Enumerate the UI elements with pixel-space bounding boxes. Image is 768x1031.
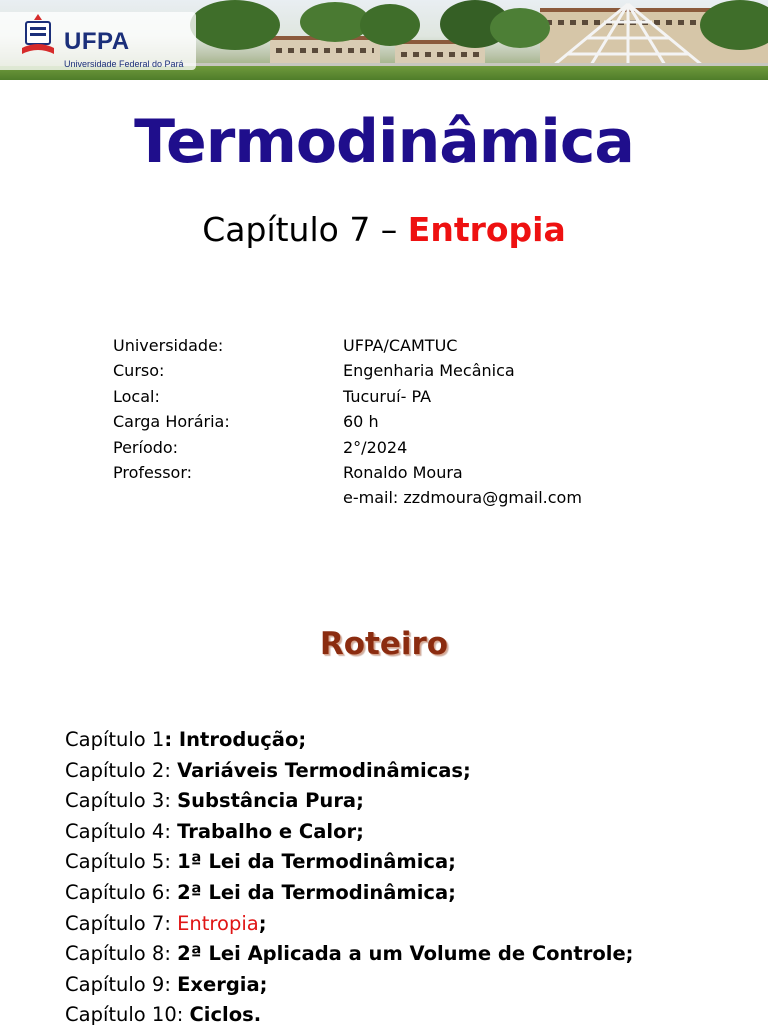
chapter-item bbox=[65, 725, 633, 756]
email-value: e-mail: zzdmoura@gmail.com bbox=[343, 488, 582, 508]
tree bbox=[360, 4, 420, 46]
info-value: Tucuruí- PA bbox=[343, 386, 432, 406]
chapter-item-current bbox=[65, 909, 633, 940]
chapter-prefix: Capítulo 8: bbox=[65, 942, 178, 966]
chapter-title: Trabalho e Calor; bbox=[177, 819, 364, 843]
chapter-item bbox=[65, 786, 633, 817]
ufpa-crest-icon bbox=[18, 12, 58, 60]
tree bbox=[190, 0, 280, 50]
chapter-title: 2ª Lei Aplicada a um Volume de Controle; bbox=[177, 942, 634, 966]
chapter-title: 1ª Lei da Termodinâmica; bbox=[177, 850, 456, 874]
chapter-prefix: Capítulo 4: bbox=[65, 819, 178, 843]
info-row bbox=[113, 435, 582, 460]
info-value: UFPA/CAMTUC bbox=[343, 336, 458, 355]
chapter-item bbox=[65, 970, 633, 1001]
roteiro-heading: Roteiro bbox=[319, 626, 449, 662]
chapter-title-highlight: Entropia bbox=[177, 911, 259, 935]
course-info bbox=[113, 333, 582, 511]
chapter-item bbox=[65, 878, 633, 909]
chapter-prefix: Capítulo 1 bbox=[65, 728, 165, 751]
chapter-item bbox=[65, 817, 633, 848]
logo-name: UFPA bbox=[64, 28, 130, 55]
info-row bbox=[113, 358, 582, 383]
chapter-item bbox=[65, 939, 633, 970]
info-row bbox=[113, 460, 582, 485]
info-label: Local: bbox=[113, 386, 160, 406]
chapter-prefix: Capítulo 5: bbox=[65, 850, 178, 874]
chapter-list bbox=[65, 725, 633, 1031]
info-label: Período: bbox=[113, 437, 179, 457]
subtitle-highlight: Entropia bbox=[407, 210, 566, 249]
chapter-suffix: ; bbox=[258, 911, 267, 935]
chapter-title: Ciclos. bbox=[189, 1003, 262, 1027]
chapter-prefix: Capítulo 10: bbox=[65, 1003, 190, 1027]
info-row bbox=[113, 485, 582, 510]
chapter-prefix: Capítulo 6: bbox=[65, 880, 178, 904]
page-title: Termodinâmica bbox=[134, 107, 634, 177]
chapter-title: Substância Pura; bbox=[177, 789, 364, 813]
ufpa-logo bbox=[0, 12, 196, 70]
info-value: 2°/2024 bbox=[343, 437, 408, 457]
info-label: Carga Horária: bbox=[113, 412, 230, 432]
chapter-title: : Introdução; bbox=[164, 728, 307, 751]
info-label: Professor: bbox=[113, 462, 193, 482]
header-banner bbox=[0, 0, 768, 80]
logo-subtitle: Universidade Federal do Pará bbox=[64, 59, 184, 69]
chapter-item bbox=[65, 756, 633, 787]
info-row bbox=[113, 384, 582, 409]
chapter-title: Exergia; bbox=[177, 972, 268, 996]
chapter-prefix: Capítulo 2: bbox=[65, 758, 178, 782]
chapter-title: 2ª Lei da Termodinâmica; bbox=[177, 880, 456, 904]
chapter-prefix: Capítulo 7: bbox=[65, 911, 178, 935]
chapter-subtitle bbox=[0, 210, 768, 249]
info-value: Engenharia Mecânica bbox=[343, 361, 515, 381]
info-row bbox=[113, 409, 582, 434]
chapter-item bbox=[65, 847, 633, 878]
info-row bbox=[113, 333, 582, 358]
info-label: Curso: bbox=[113, 361, 165, 381]
subtitle-prefix: Capítulo 7 – bbox=[202, 210, 408, 249]
info-value: Ronaldo Moura bbox=[343, 462, 463, 482]
chapter-prefix: Capítulo 9: bbox=[65, 972, 178, 996]
chapter-title: Variáveis Termodinâmicas; bbox=[177, 758, 471, 782]
info-value: 60 h bbox=[343, 412, 379, 432]
chapter-prefix: Capítulo 3: bbox=[65, 789, 178, 813]
info-label: Universidade: bbox=[113, 336, 224, 355]
chapter-item bbox=[65, 1000, 633, 1031]
